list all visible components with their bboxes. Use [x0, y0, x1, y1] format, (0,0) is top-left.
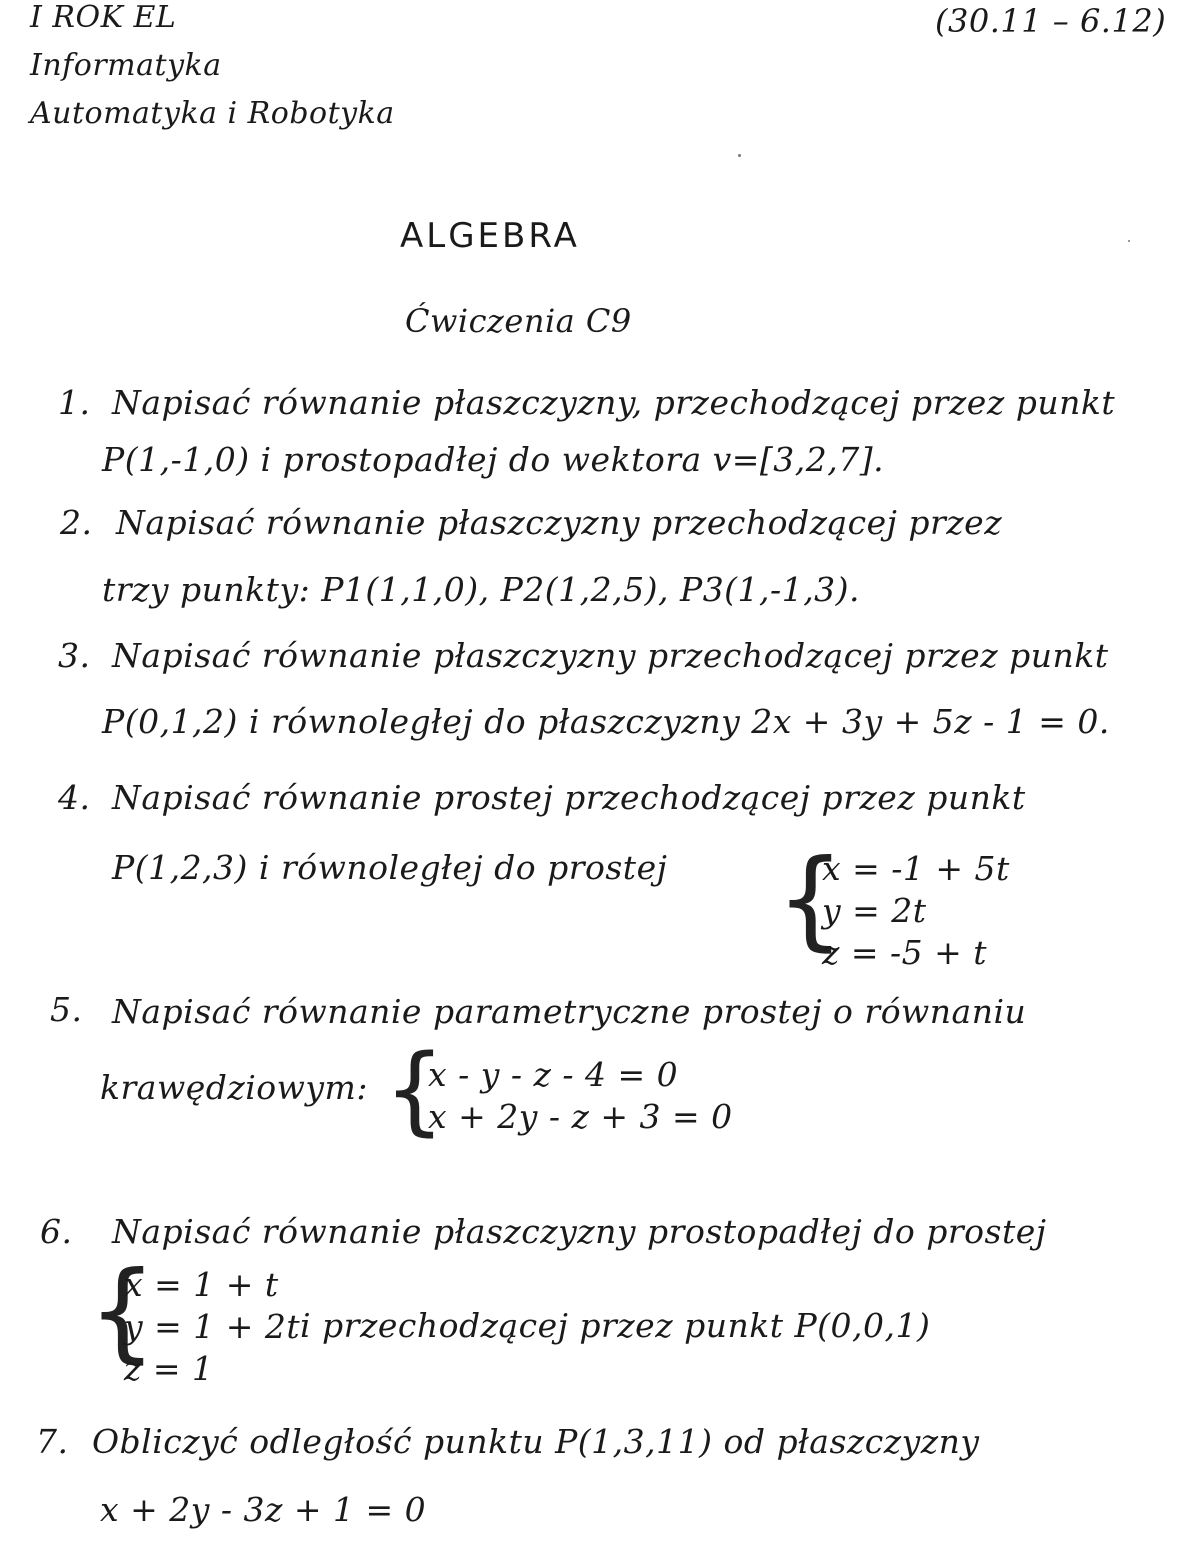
system-brace: {: [88, 1249, 157, 1374]
system-brace: {: [776, 837, 845, 962]
equation-line: z = 1: [124, 1349, 214, 1388]
exercise-number: 4.: [58, 778, 91, 817]
exercise-text-line: trzy punkty: P1(1,1,0), P2(1,2,5), P3(1,-1,3).: [102, 570, 861, 609]
exercise-text-line: Napisać równanie płaszczyzny, przechodzącej przez punkt: [112, 383, 1116, 422]
exercise-text-line: P(1,-1,0) i prostopadłej do wektora v=[3,2,7].: [102, 440, 885, 479]
equation-line: y = 1 + 2t: [124, 1307, 301, 1346]
course-year-label: I ROK EL: [30, 0, 177, 35]
equation-line: z = -5 + t: [822, 933, 988, 972]
equation-line: x + 2y - z + 3 = 0: [428, 1097, 733, 1136]
equation-line: x = 1 + t: [124, 1265, 279, 1304]
exercise-text-line: Napisać równanie płaszczyzny przechodzącej przez punkt: [112, 636, 1109, 675]
exercise-text-line: Napisać równanie płaszczyzny prostopadłej do prostej: [112, 1212, 1047, 1251]
program-label-2: Automatyka i Robotyka: [30, 96, 395, 131]
system-brace: {: [384, 1034, 446, 1146]
date-range: (30.11 – 6.12): [935, 2, 1167, 40]
exercise-text-line: krawędziowym:: [100, 1068, 368, 1107]
exercise-text-line: Napisać równanie parametryczne prostej o równaniu: [112, 992, 1027, 1031]
scan-speck: [738, 154, 741, 157]
exercise-number: 6.: [40, 1212, 73, 1251]
equation-line: y = 2t: [822, 891, 927, 930]
exercise-text-line: Napisać równanie płaszczyzny przechodzącej przez: [116, 503, 1003, 542]
exercise-text-line: Napisać równanie prostej przechodzącej przez punkt: [112, 778, 1026, 817]
program-label-1: Informatyka: [30, 48, 222, 83]
scan-speck: [1128, 240, 1130, 242]
exercise-text-line: i przechodzącej przez punkt P(0,0,1): [300, 1306, 931, 1345]
page-title: ALGEBRA: [400, 216, 580, 256]
exercise-number: 7.: [36, 1422, 69, 1461]
exercise-number: 5.: [50, 990, 83, 1029]
exercise-number: 1.: [58, 383, 91, 422]
equation-system: [428, 1054, 733, 1138]
exercise-text-line: Obliczyć odległość punktu P(1,3,11) od płaszczyzny: [92, 1422, 980, 1461]
equation-system: [124, 1264, 300, 1390]
exercise-number: 2.: [60, 503, 93, 542]
exercise-text-line: P(0,1,2) i równoległej do płaszczyzny 2x + 3y + 5z - 1 = 0.: [102, 702, 1110, 741]
equation-line: x - y - z - 4 = 0: [428, 1055, 679, 1094]
exercise-text-line: x + 2y - 3z + 1 = 0: [100, 1490, 427, 1529]
equation-line: x = -1 + 5t: [822, 849, 1010, 888]
exercise-text-line: P(1,2,3) i równoległej do prostej: [112, 848, 668, 887]
equation-system: [822, 848, 1010, 974]
page-subtitle: Ćwiczenia C9: [405, 302, 632, 340]
exercise-number: 3.: [58, 636, 91, 675]
